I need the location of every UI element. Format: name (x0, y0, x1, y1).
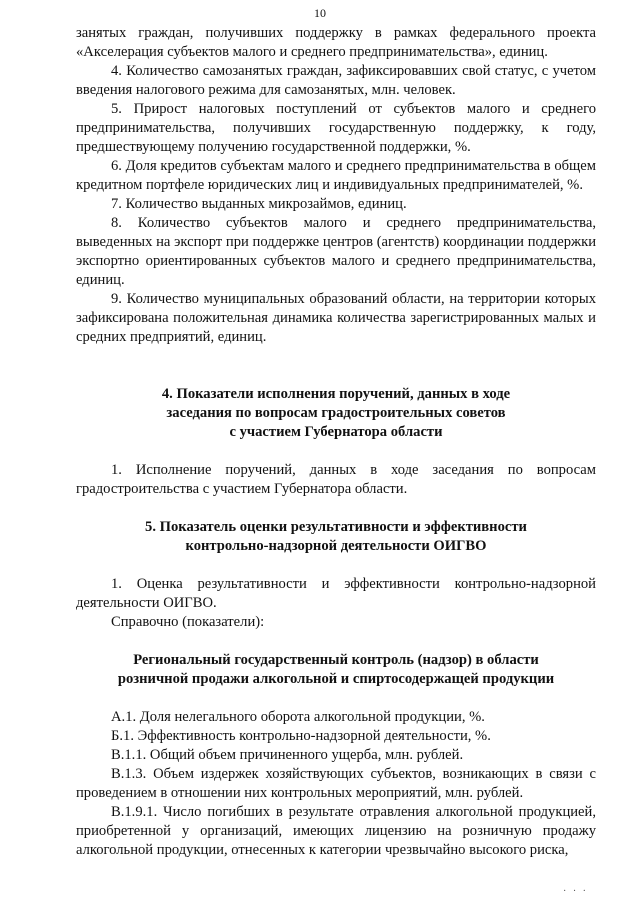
paragraph-item-7: 7. Количество выданных микрозаймов, единиц. (111, 196, 407, 212)
indicator-b1: Б.1. Эффективность контрольно-надзорной деятельности, %. (111, 728, 491, 744)
section-5-heading-line-1: 5. Показатель оценки результативности и эффективности (145, 519, 527, 535)
indicator-v13: В.1.3. Объем издержек хозяйствующих субъектов, возникающих в связи с проведением в отношении них контрольных мероприятий, млн. рублей. (76, 766, 596, 801)
section-4-heading-line-2: заседания по вопросам градостроительных советов (166, 405, 506, 421)
paragraph-item-5: 5. Прирост налоговых поступлений от субъектов малого и среднего предпринимательства, получивших государственную поддержку, к году, предшествующему получению государственной поддержки, %. (76, 101, 596, 155)
corner-mark: · · · (563, 886, 588, 897)
regional-control-heading-line-1: Региональный государственный контроль (надзор) в области (133, 652, 539, 668)
section-4-heading-line-3: с участием Губернатора области (229, 424, 443, 440)
regional-control-heading (76, 651, 596, 689)
section-4-heading-line-1: 4. Показатели исполнения поручений, данных в ходе (161, 386, 511, 402)
paragraph-item-6: 6. Доля кредитов субъектам малого и среднего предпринимательства в общем кредитном портфеле юридических лиц и индивидуальных предпринимателей, %. (76, 158, 596, 193)
section-4-heading (76, 385, 596, 442)
page-content (76, 24, 596, 860)
regional-control-heading-line-2: розничной продажи алкогольной и спиртосодержащей продукции (117, 671, 555, 687)
indicator-v191: В.1.9.1. Число погибших в результате отравления алкогольной продукцией, приобретенной у организаций, имеющих лицензию на розничную продажу алкогольной продукции, отнесенных к категории чрезвычайно высокого риска, (76, 804, 596, 858)
section-5-heading (76, 518, 596, 556)
page-number: 10 (314, 6, 326, 20)
section-5-heading-line-2: контрольно-надзорной деятельности ОИГВО (185, 538, 487, 554)
indicator-a1: А.1. Доля нелегального оборота алкогольной продукции, %. (111, 709, 485, 725)
paragraph-item-4: 4. Количество самозанятых граждан, зафиксировавших свой статус, с учетом введения налогового режима для самозанятых, млн. человек. (76, 63, 596, 98)
section-5-item-1: 1. Оценка результативности и эффективности контрольно-надзорной деятельности ОИГВО. (76, 576, 596, 611)
reference-label: Справочно (показатели): (111, 614, 265, 630)
paragraph-item-8: 8. Количество субъектов малого и среднего предпринимательства, выведенных на экспорт при поддержке центров (агентств) координации поддержки экспортно ориентированных субъектов малого и среднего предпринимательства, единиц. (76, 215, 596, 288)
paragraph-item-9: 9. Количество муниципальных образований области, на территории которых зафиксирована положительная динамика количества зарегистрированных малых и средних предприятий, единиц. (76, 291, 596, 345)
section-4-item-1: 1. Исполнение поручений, данных в ходе заседания по вопросам градостроительства с участием Губернатора области. (76, 462, 596, 497)
paragraph-continuation: занятых граждан, получивших поддержку в рамках федерального проекта «Акселерация субъектов малого и среднего предпринимательства», единиц. (76, 25, 596, 60)
indicator-v11: В.1.1. Общий объем причиненного ущерба, млн. рублей. (111, 747, 464, 763)
